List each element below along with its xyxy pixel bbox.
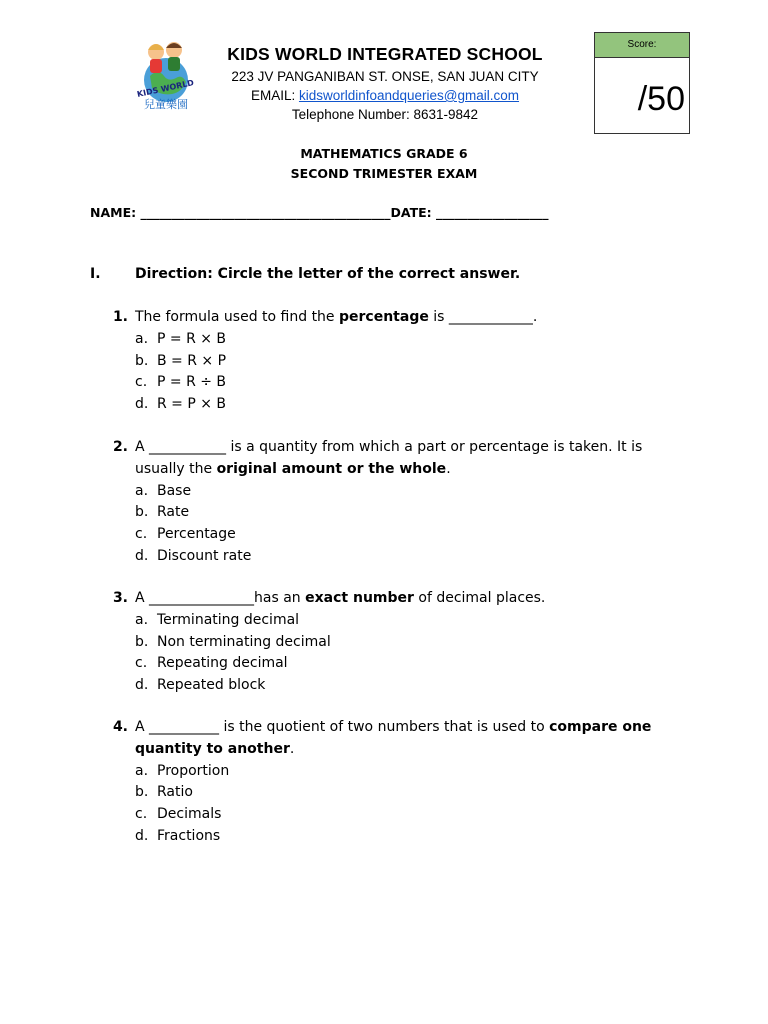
option-text: R = P × B: [157, 396, 227, 413]
option-b[interactable]: [135, 351, 670, 373]
option-letter: c.: [135, 374, 148, 391]
logo-chinese-text: 兒童樂園: [144, 98, 188, 111]
option-text: Base: [157, 482, 192, 499]
option-text: Ratio: [157, 784, 193, 801]
option-c[interactable]: [135, 653, 670, 675]
school-name: KIDS WORLD INTEGRATED SCHOOL: [227, 44, 543, 64]
option-letter: d.: [135, 396, 149, 413]
option-text: Proportion: [157, 762, 230, 779]
option-letter: b.: [135, 784, 149, 801]
question-text: A ___________ is a quantity from which a part or percentage is taken. It is: [135, 439, 643, 455]
option-b[interactable]: [135, 632, 670, 654]
question-text-part: is ____________.: [428, 309, 538, 325]
option-d[interactable]: [135, 394, 670, 416]
option-b[interactable]: [135, 502, 670, 524]
option-text: P = R ÷ B: [157, 374, 227, 391]
school-logo: [128, 36, 204, 112]
option-letter: d.: [135, 547, 149, 564]
telephone-number: Telephone Number: 8631-9842: [291, 107, 479, 122]
option-c[interactable]: [135, 804, 670, 826]
option-a[interactable]: [135, 481, 670, 503]
question-1: [110, 307, 670, 416]
question-text-line2: [135, 459, 670, 481]
question-keyword: compare one: [549, 719, 652, 735]
question-number: 3.: [112, 590, 128, 606]
section-direction: Direction: Circle the letter of the correct answer.: [135, 266, 521, 282]
option-letter: a.: [135, 330, 149, 347]
option-letter: a.: [135, 482, 149, 499]
school-address: 223 JV PANGANIBAN ST. ONSE, SAN JUAN CITY: [231, 69, 539, 84]
option-text: P = R × B: [157, 330, 227, 347]
date-label: DATE:: [390, 205, 432, 220]
option-letter: b.: [135, 504, 149, 521]
date-blank: __________________: [436, 205, 549, 220]
school-email-line: [200, 86, 570, 105]
exam-title: SECOND TRIMESTER EXAM: [290, 166, 478, 181]
option-text: Repeating decimal: [157, 655, 288, 672]
option-b[interactable]: [135, 782, 670, 804]
question-text: [135, 588, 670, 610]
score-box: [594, 32, 690, 134]
question-keyword: percentage: [339, 309, 429, 325]
question-text-part: A __________ is the quotient of two numbers that is used to: [135, 719, 550, 735]
option-text: Fractions: [157, 827, 221, 844]
option-a[interactable]: [135, 329, 670, 351]
name-date-line: [90, 205, 549, 220]
option-letter: c.: [135, 806, 148, 823]
question-text-part: usually the: [135, 460, 217, 477]
option-text: Terminating decimal: [157, 611, 300, 628]
option-d[interactable]: [135, 675, 670, 697]
question-keyword: original amount or the whole: [216, 460, 447, 477]
question-2: [110, 437, 670, 568]
option-text: Decimals: [157, 806, 222, 823]
option-text: Percentage: [157, 526, 236, 543]
question-text-line2: [135, 739, 670, 761]
logo-text: KIDS WORLD: [136, 78, 195, 99]
question-text-part: of decimal places.: [413, 590, 546, 606]
score-label: Score:: [595, 33, 689, 58]
option-d[interactable]: [135, 826, 670, 848]
option-letter: c.: [135, 526, 148, 543]
option-text: Discount rate: [157, 547, 252, 564]
option-letter: b.: [135, 633, 149, 650]
question-text-part: A _______________has an: [135, 590, 306, 606]
question-number: 2.: [112, 439, 128, 455]
email-label: EMAIL:: [250, 88, 299, 103]
question-4: [110, 717, 670, 848]
question-text: [135, 307, 670, 329]
score-total: /50: [637, 80, 685, 118]
option-text: B = R × P: [157, 352, 227, 369]
name-blank: ________________________________________: [140, 205, 391, 220]
option-a[interactable]: [135, 761, 670, 783]
school-header: [200, 44, 570, 124]
option-letter: a.: [135, 762, 149, 779]
option-letter: c.: [135, 655, 148, 672]
question-number: 4.: [112, 719, 128, 735]
exam-subject: MATHEMATICS GRADE 6: [300, 146, 468, 161]
option-c[interactable]: [135, 372, 670, 394]
section-number: I.: [90, 266, 101, 282]
option-letter: a.: [135, 611, 149, 628]
question-text-part: The formula used to find the: [135, 309, 339, 325]
option-letter: d.: [135, 827, 149, 844]
question-number: 1.: [112, 309, 128, 325]
section-heading: [90, 266, 520, 282]
option-d[interactable]: [135, 546, 670, 568]
question-text: [135, 717, 670, 739]
question-text-part: .: [289, 740, 295, 757]
option-text: Non terminating decimal: [157, 633, 331, 650]
option-text: Repeated block: [157, 677, 266, 694]
question-keyword: quantity to another: [135, 740, 290, 757]
email-link[interactable]: kidsworldinfoandqueries@gmail.com: [298, 88, 520, 103]
name-label: NAME:: [90, 205, 137, 220]
option-text: Rate: [157, 504, 190, 521]
question-keyword: exact number: [305, 590, 414, 606]
option-letter: d.: [135, 677, 149, 694]
option-c[interactable]: [135, 524, 670, 546]
option-a[interactable]: [135, 610, 670, 632]
question-3: [110, 588, 670, 697]
question-text-part: .: [446, 460, 451, 477]
option-letter: b.: [135, 352, 149, 369]
